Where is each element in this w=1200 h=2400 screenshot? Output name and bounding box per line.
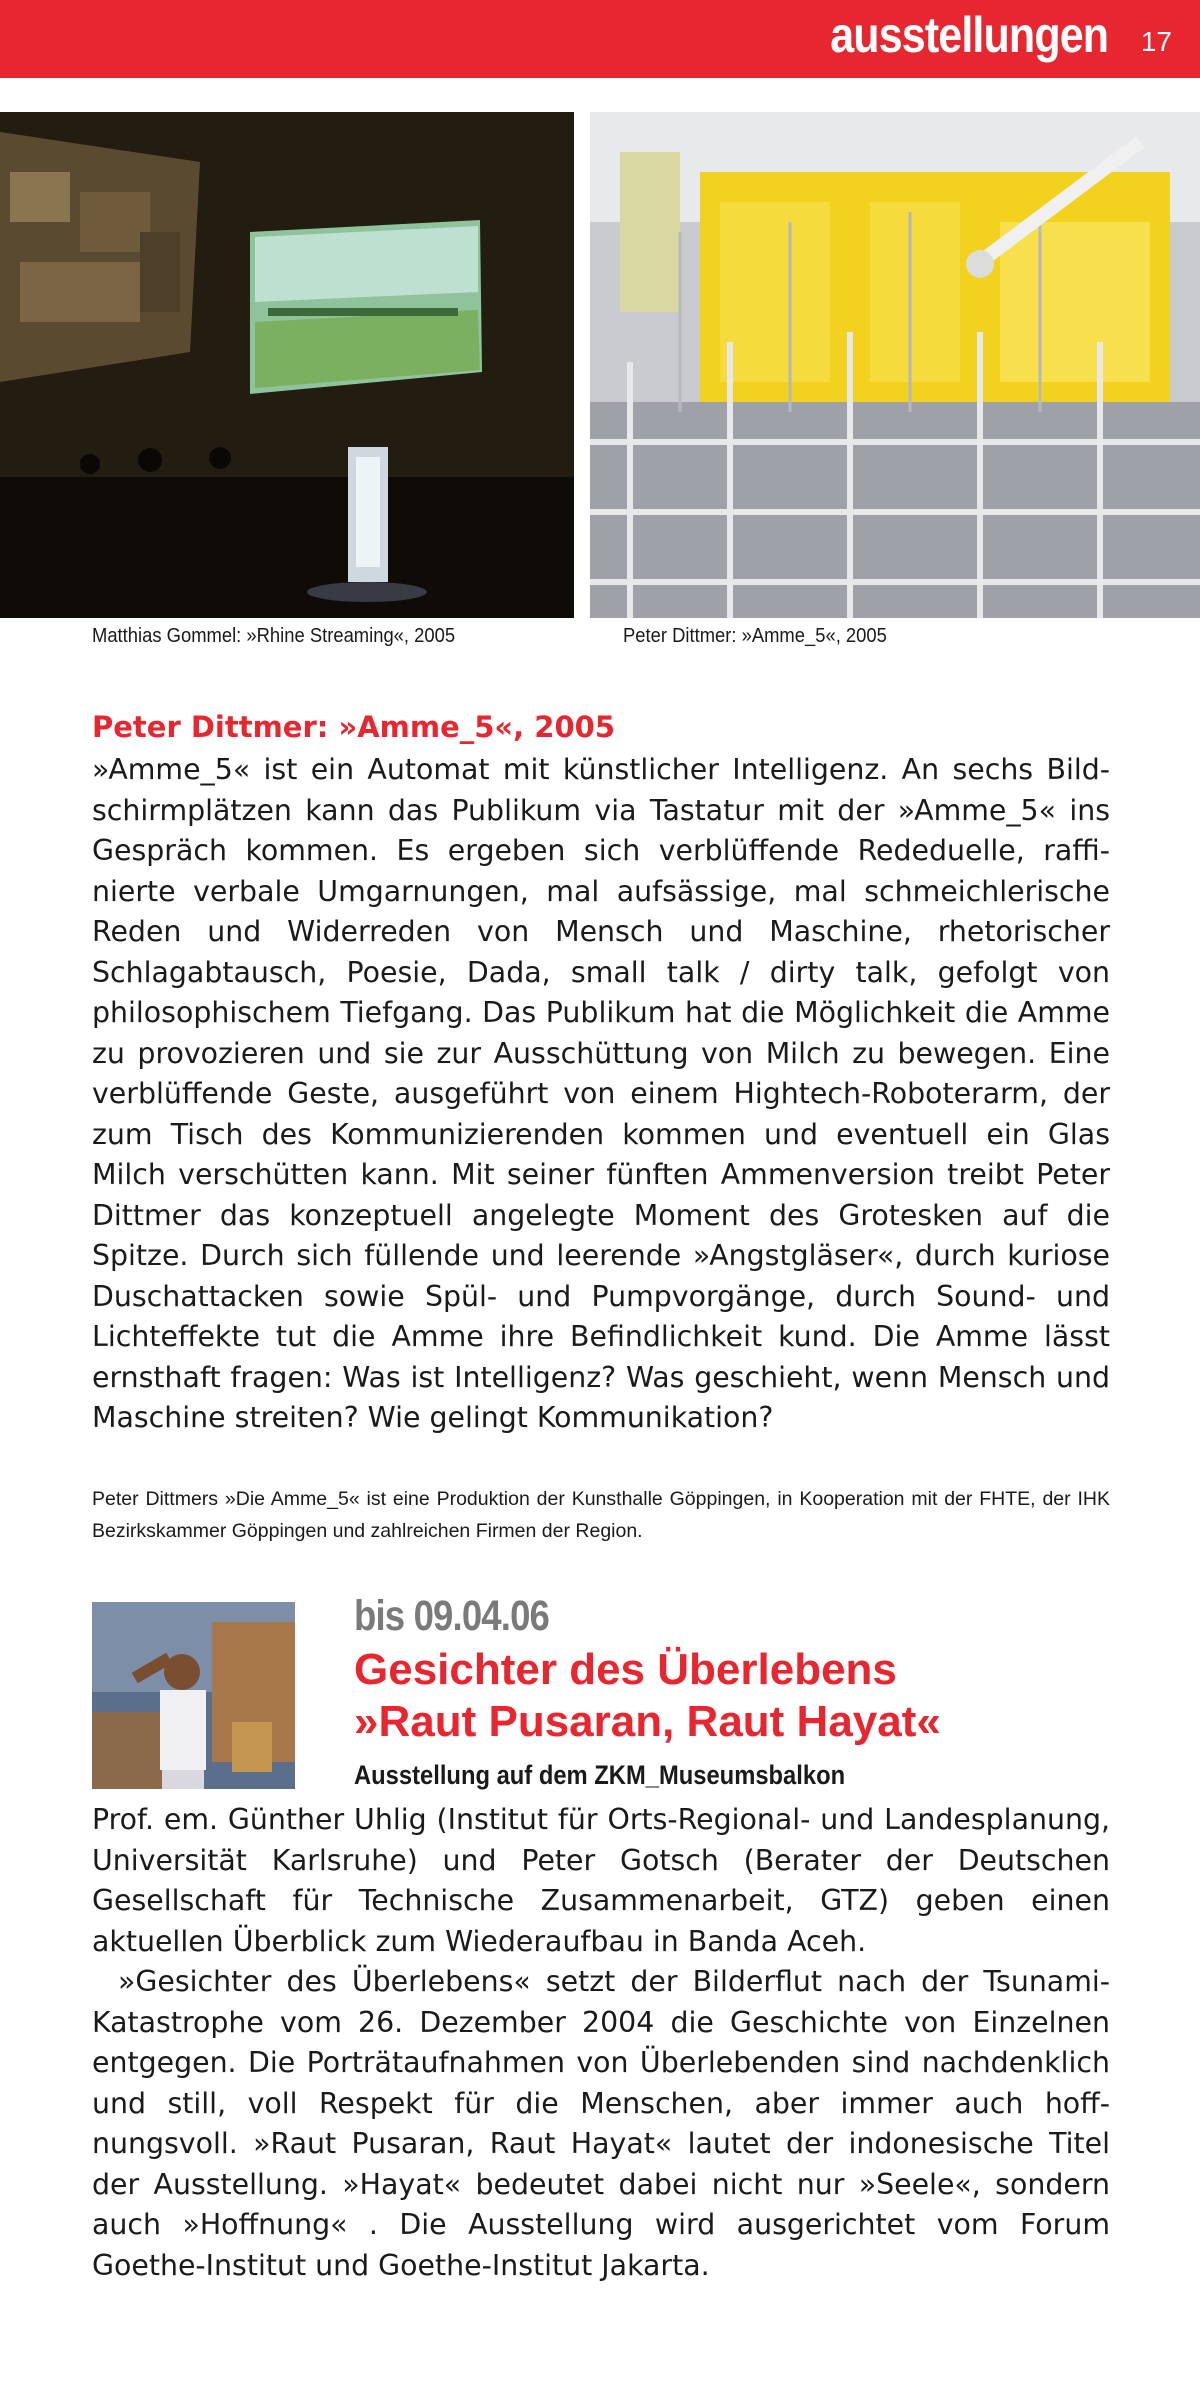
photo-rhine-streaming <box>0 112 574 618</box>
event-paragraph: Prof. em. Günther Uhlig (Institut für Orts-Regional- und Landesplanung, Universität Karlsruhe) und Peter Gotsch (Berater der Deutschen Gesellschaft für Technische Zusammenarbeit, GTZ) geben einen aktuellen Überblick zum Wiederaufbau in Banda Aceh. <box>92 1803 1110 1958</box>
event-subtitle: Ausstellung auf dem ZKM_Museumsbalkon <box>354 1760 846 1790</box>
article-heading: Peter Dittmer: »Amme_5«, 2005 <box>92 710 615 744</box>
event-paragraph-indented <box>92 1962 1110 2286</box>
article-body: »Amme_5« ist ein Automat mit künstlicher Intelligenz. An sechs Bildschirmplätzen kann das Publikum via Tastatur mit der »Amme_5« ins Gespräch kommen. Es ergeben sich verblüffende Rededuelle, raffinierte verbale Umgarnungen, mal aufsässige, mal schmeichlerische Reden und Widerreden von Mensch und Maschine, rhetorischer Schlagabtausch, Poesie, Dada, small talk / dirty talk, gefolgt von philosophischem Tiefgang. Das Publikum hat die Möglichkeit die Amme zu provozieren und sie zur Ausschüttung von Milch zu bewegen. Eine verblüffende Geste, ausgeführt von einem Hightech-Roboterarm, der zum Tisch des Kommunizierenden kommen und eventuell ein Glas Milch verschütten kann. Mit seiner fünften Ammenversion treibt Peter Dittmer das konzeptuell angelegte Moment des Grotesken auf die Spitze. Durch sich füllende und leerende »Angstgläser«, durch kuriose Duschattacken sowie Spül- und Pumpvorgänge, durch Sound- und Lichteffekte tut die Amme ihre Befindlichkeit kund. Die Amme lässt ernsthaft fragen: Was ist Intelligenz? Was geschieht, wenn Mensch und Maschine streiten? Wie gelingt Kommunikation? <box>92 753 1110 1434</box>
event-paragraph: »Gesichter des Überlebens« setzt der Bilderflut nach der Tsunami-Katastrophe vom 26. Dezember 2004 die Geschichte von Einzelnen entgegen. Die Porträtaufnahmen von Überlebenden sind nachdenklich und still, voll Respekt für die Menschen, aber immer auch hoffnungsvoll. »Raut Pusaran, Raut Hayat« lautet der indonesische Titel der Ausstellung. »Hayat« bedeutet dabei nicht nur »Seele«, sondern auch »Hoffnung« . Die Ausstellung wird ausgerichtet vom Forum Goethe-Institut und Goethe-Institut Jakarta. <box>92 1965 1110 2282</box>
event-title: Gesichter des Überlebens <box>354 1645 897 1694</box>
photo-caption-right: Peter Dittmer: »Amme_5«, 2005 <box>623 625 887 647</box>
event-date: bis 09.04.06 <box>354 1592 550 1640</box>
event-thumbnail <box>92 1602 295 1789</box>
photo-amme-5 <box>580 112 1200 618</box>
page-number: 17 <box>1140 26 1172 57</box>
event-body <box>92 1800 1110 2286</box>
section-title: ausstellungen <box>830 7 1108 63</box>
page-header <box>0 0 1200 78</box>
article-credit: Peter Dittmers »Die Amme_5« ist eine Produktion der Kunsthalle Göppingen, in Kooperation mit der FHTE, der IHK Bezirkskammer Göppingen und zahlreichen Firmen der Region. <box>92 1488 1110 1542</box>
event-title-subline: »Raut Pusaran, Raut Hayat« <box>354 1697 941 1746</box>
photo-caption-left: Matthias Gommel: »Rhine Streaming«, 2005 <box>92 625 456 647</box>
